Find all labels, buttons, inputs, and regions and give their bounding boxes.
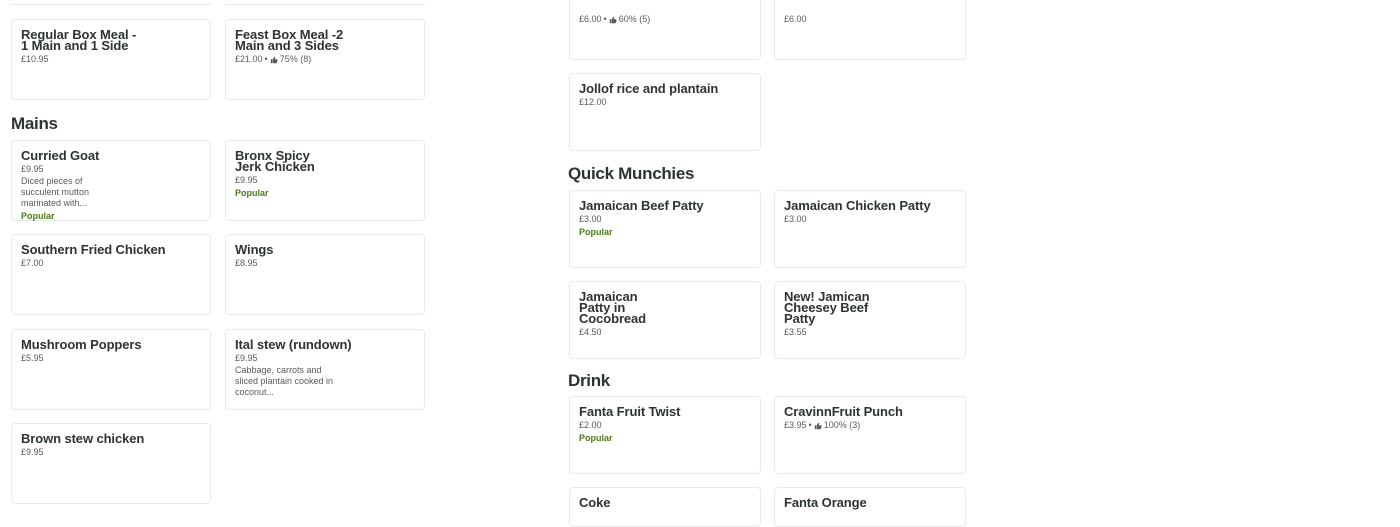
item-price: £3.55	[784, 327, 807, 337]
menu-item-card[interactable]	[225, 234, 425, 315]
item-price: £3.00	[784, 214, 807, 224]
item-price: £3.00	[579, 214, 602, 224]
item-meta	[579, 14, 751, 25]
item-description: Diced pieces of succulent mutton marinated with...	[21, 176, 90, 208]
item-price: £7.00	[21, 258, 44, 268]
section-title-drink: Drink	[568, 371, 610, 390]
separator-dot: •	[603, 14, 607, 24]
item-name: Jamaican Chicken Patty	[784, 198, 931, 213]
menu-item-card[interactable]	[774, 396, 966, 474]
item-price: £9.95	[21, 447, 44, 457]
thumbs-up-icon	[270, 56, 278, 64]
item-meta	[579, 327, 751, 338]
item-name: Jamaican Beef Patty	[579, 198, 704, 213]
item-rating: 75% (8)	[279, 54, 312, 64]
item-name: Regular Box Meal - 1 Main and 1 Side	[21, 27, 137, 53]
popular-badge: Popular	[21, 211, 55, 221]
item-meta	[235, 54, 415, 65]
popular-badge: Popular	[579, 227, 613, 237]
card-edge-top	[11, 4, 211, 5]
item-name: Fanta Orange	[784, 495, 867, 510]
popular-badge: Popular	[235, 188, 269, 198]
item-price: £5.95	[21, 353, 44, 363]
section-title-quick-munchies: Quick Munchies	[568, 164, 695, 183]
menu-item-card[interactable]	[225, 19, 425, 100]
item-meta	[784, 327, 956, 338]
item-name: Feast Box Meal -2 Main and 3 Sides	[235, 27, 344, 53]
item-price: £2.00	[579, 420, 602, 430]
menu-item-card[interactable]	[225, 329, 425, 410]
menu-item-card[interactable]	[569, 190, 761, 268]
separator-dot: •	[808, 420, 812, 430]
item-meta	[21, 447, 201, 458]
menu-item-card[interactable]	[569, 281, 761, 359]
item-meta	[784, 420, 956, 431]
thumbs-up-icon	[609, 16, 617, 24]
item-meta	[579, 97, 751, 108]
item-rating: 100% (3)	[823, 420, 861, 430]
item-meta	[235, 353, 415, 364]
menu-item-card[interactable]	[774, 190, 966, 268]
menu-item-card[interactable]	[774, 281, 966, 359]
item-price: £8.95	[235, 258, 258, 268]
separator-dot: •	[264, 54, 268, 64]
item-rating: 60% (5)	[618, 14, 651, 24]
menu-item-card[interactable]	[569, 73, 761, 151]
item-name: Jamaican Patty in Cocobread	[579, 289, 647, 326]
item-name: CravinnFruit Punch	[784, 404, 903, 419]
menu-item-card[interactable]	[774, 487, 966, 527]
menu-item-card[interactable]	[11, 140, 211, 221]
item-name: Brown stew chicken	[21, 431, 145, 446]
item-meta	[579, 214, 751, 225]
item-price: £6.00	[784, 14, 807, 24]
item-price: £4.50	[579, 327, 602, 337]
item-price: £12.00	[579, 97, 607, 107]
popular-badge: Popular	[579, 433, 613, 443]
menu-item-card[interactable]	[569, 487, 761, 527]
item-meta	[21, 258, 201, 269]
menu-item-card[interactable]	[11, 329, 211, 410]
thumbs-up-icon	[814, 422, 822, 430]
item-meta	[784, 14, 956, 25]
item-meta	[21, 353, 201, 364]
item-name: Mushroom Poppers	[21, 337, 142, 352]
section-title-mains: Mains	[11, 114, 58, 133]
item-price: £3.95	[784, 420, 807, 430]
item-price: £10.95	[21, 54, 49, 64]
menu-item-card[interactable]	[11, 423, 211, 504]
item-meta	[235, 258, 415, 269]
item-price: £9.95	[235, 353, 258, 363]
item-name: Curried Goat	[21, 148, 100, 163]
item-price: £21.00	[235, 54, 263, 64]
item-name: Ital stew (rundown)	[235, 337, 352, 352]
item-name: Southern Fried Chicken	[21, 242, 166, 257]
item-meta	[21, 54, 201, 65]
item-name: Bronx Spicy Jerk Chicken	[235, 148, 315, 174]
menu-item-card[interactable]	[774, 0, 966, 60]
item-price: £9.95	[21, 164, 44, 174]
menu-item-card[interactable]	[11, 234, 211, 315]
menu-item-card[interactable]	[11, 19, 211, 100]
item-meta	[579, 420, 751, 431]
item-name: Jollof rice and plantain	[579, 81, 719, 96]
item-meta	[235, 175, 415, 186]
item-price: £6.00	[579, 14, 602, 24]
item-name: Wings	[235, 242, 274, 257]
menu-item-card[interactable]	[569, 396, 761, 474]
item-price: £9.95	[235, 175, 258, 185]
item-meta	[21, 164, 201, 175]
item-description: Cabbage, carrots and sliced plantain cooked in coconut...	[235, 365, 334, 397]
item-name: New! Jamican Cheesey Beef Patty	[784, 289, 870, 326]
card-edge-top	[225, 4, 425, 5]
menu-item-card[interactable]	[569, 0, 761, 60]
item-meta	[784, 214, 956, 225]
item-name: Coke	[579, 495, 611, 510]
item-name: Fanta Fruit Twist	[579, 404, 681, 419]
menu-item-card[interactable]	[225, 140, 425, 221]
